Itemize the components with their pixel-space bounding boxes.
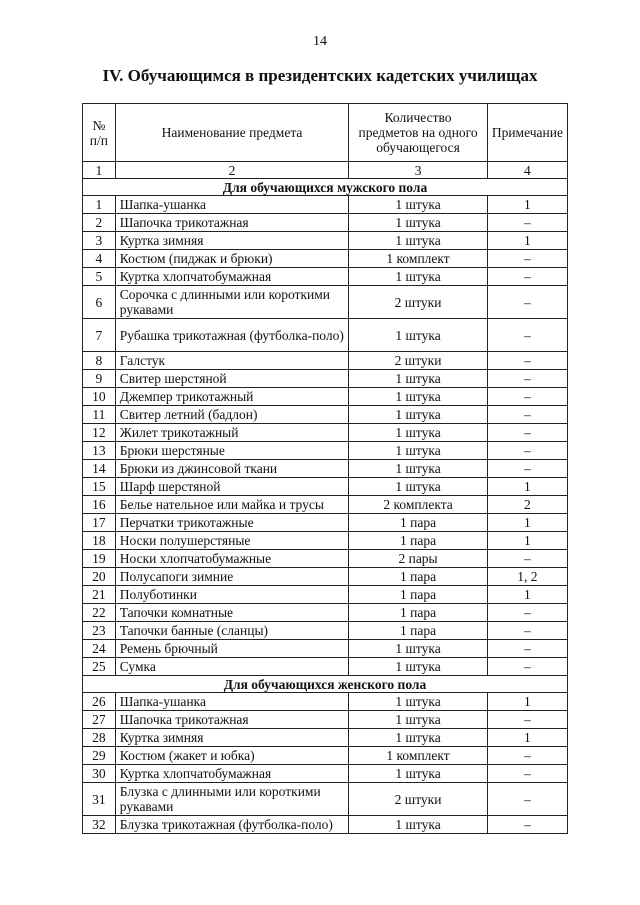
row-number: 22: [83, 604, 116, 622]
table-row: [83, 496, 568, 514]
item-quantity: 1 штука: [349, 711, 488, 729]
column-index: 1: [83, 162, 116, 179]
item-note: 1: [487, 729, 567, 747]
item-quantity: 1 комплект: [349, 250, 488, 268]
item-name: Костюм (пиджак и брюки): [115, 250, 349, 268]
table-row: [83, 532, 568, 550]
item-name: Шапка-ушанка: [115, 196, 349, 214]
header-qty: Количество предметов на одного обучающегося: [349, 104, 488, 162]
item-name: Костюм (жакет и юбка): [115, 747, 349, 765]
item-name: Полусапоги зимние: [115, 568, 349, 586]
item-note: 1: [487, 478, 567, 496]
row-number: 28: [83, 729, 116, 747]
item-name: Брюки шерстяные: [115, 442, 349, 460]
item-name: Брюки из джинсовой ткани: [115, 460, 349, 478]
item-quantity: 1 штука: [349, 268, 488, 286]
item-name: Сумка: [115, 658, 349, 676]
item-quantity: 1 пара: [349, 568, 488, 586]
table-row: [83, 816, 568, 834]
table-body: [83, 179, 568, 834]
row-number: 19: [83, 550, 116, 568]
item-quantity: 2 штуки: [349, 352, 488, 370]
row-number: 23: [83, 622, 116, 640]
item-name: Полуботинки: [115, 586, 349, 604]
table-row: [83, 232, 568, 250]
item-note: –: [487, 622, 567, 640]
item-note: –: [487, 816, 567, 834]
table-row: [83, 514, 568, 532]
item-note: –: [487, 783, 567, 816]
row-number: 30: [83, 765, 116, 783]
item-quantity: 1 штука: [349, 214, 488, 232]
item-name: Рубашка трикотажная (футболка-поло): [115, 319, 349, 352]
table-row: [83, 196, 568, 214]
header-num: № п/п: [83, 104, 116, 162]
item-note: 1, 2: [487, 568, 567, 586]
item-name: Носки хлопчатобумажные: [115, 550, 349, 568]
item-quantity: 1 штука: [349, 729, 488, 747]
table-row: [83, 250, 568, 268]
item-note: –: [487, 747, 567, 765]
item-name: Куртка зимняя: [115, 729, 349, 747]
item-quantity: 1 штука: [349, 424, 488, 442]
item-note: –: [487, 214, 567, 232]
row-number: 24: [83, 640, 116, 658]
header-note: Примечание: [487, 104, 567, 162]
row-number: 7: [83, 319, 116, 352]
row-number: 8: [83, 352, 116, 370]
column-index-row: [83, 162, 568, 179]
item-name: Свитер летний (бадлон): [115, 406, 349, 424]
table-row: [83, 747, 568, 765]
table-row: [83, 442, 568, 460]
row-number: 14: [83, 460, 116, 478]
table-row: [83, 268, 568, 286]
item-note: –: [487, 319, 567, 352]
row-number: 9: [83, 370, 116, 388]
item-quantity: 1 штука: [349, 388, 488, 406]
item-quantity: 1 пара: [349, 514, 488, 532]
item-note: –: [487, 604, 567, 622]
item-quantity: 1 штука: [349, 232, 488, 250]
group-heading: Для обучающихся женского пола: [83, 676, 568, 693]
table-row: [83, 783, 568, 816]
item-note: 1: [487, 586, 567, 604]
item-quantity: 1 штука: [349, 442, 488, 460]
item-quantity: 1 штука: [349, 478, 488, 496]
column-index: 4: [487, 162, 567, 179]
row-number: 13: [83, 442, 116, 460]
row-number: 31: [83, 783, 116, 816]
item-name: Шапка-ушанка: [115, 693, 349, 711]
section-title: IV. Обучающимся в президентских кадетских училищах: [102, 66, 538, 85]
table-row: [83, 460, 568, 478]
row-number: 29: [83, 747, 116, 765]
item-note: –: [487, 640, 567, 658]
table-row: [83, 319, 568, 352]
item-name: Жилет трикотажный: [115, 424, 349, 442]
table-row: [83, 640, 568, 658]
table-row: [83, 693, 568, 711]
item-note: –: [487, 250, 567, 268]
row-number: 26: [83, 693, 116, 711]
item-quantity: 1 штука: [349, 406, 488, 424]
row-number: 25: [83, 658, 116, 676]
row-number: 27: [83, 711, 116, 729]
column-index: 2: [115, 162, 349, 179]
row-number: 2: [83, 214, 116, 232]
row-number: 4: [83, 250, 116, 268]
table-row: [83, 424, 568, 442]
item-quantity: 1 штука: [349, 658, 488, 676]
item-quantity: 1 штука: [349, 460, 488, 478]
row-number: 11: [83, 406, 116, 424]
item-note: –: [487, 658, 567, 676]
row-number: 17: [83, 514, 116, 532]
item-name: Сорочка с длинными или короткими рукавами: [115, 286, 349, 319]
item-quantity: 1 пара: [349, 532, 488, 550]
table-row: [83, 711, 568, 729]
item-quantity: 1 штука: [349, 816, 488, 834]
item-name: Шарф шерстяной: [115, 478, 349, 496]
row-number: 21: [83, 586, 116, 604]
row-number: 3: [83, 232, 116, 250]
item-note: –: [487, 286, 567, 319]
items-table: [82, 103, 568, 834]
table-row: [83, 568, 568, 586]
item-quantity: 1 штука: [349, 640, 488, 658]
row-number: 16: [83, 496, 116, 514]
item-note: –: [487, 442, 567, 460]
table-row: [83, 550, 568, 568]
table-row: [83, 286, 568, 319]
item-name: Блузка с длинными или короткими рукавами: [115, 783, 349, 816]
row-number: 6: [83, 286, 116, 319]
item-name: Шапочка трикотажная: [115, 214, 349, 232]
item-name: Джемпер трикотажный: [115, 388, 349, 406]
item-quantity: 1 штука: [349, 693, 488, 711]
item-note: –: [487, 406, 567, 424]
item-note: –: [487, 424, 567, 442]
item-note: 1: [487, 514, 567, 532]
item-note: –: [487, 370, 567, 388]
item-quantity: 1 штука: [349, 319, 488, 352]
group-heading: Для обучающихся мужского пола: [83, 179, 568, 196]
group-heading-row: [83, 676, 568, 693]
table-row: [83, 586, 568, 604]
item-note: –: [487, 352, 567, 370]
item-note: –: [487, 765, 567, 783]
table-row: [83, 370, 568, 388]
column-index: 3: [349, 162, 488, 179]
row-number: 1: [83, 196, 116, 214]
item-quantity: 1 пара: [349, 622, 488, 640]
item-name: Тапочки банные (сланцы): [115, 622, 349, 640]
item-name: Перчатки трикотажные: [115, 514, 349, 532]
item-quantity: 2 комплекта: [349, 496, 488, 514]
item-note: 1: [487, 693, 567, 711]
row-number: 32: [83, 816, 116, 834]
item-name: Носки полушерстяные: [115, 532, 349, 550]
item-quantity: 2 штуки: [349, 783, 488, 816]
item-name: Куртка хлопчатобумажная: [115, 268, 349, 286]
table-row: [83, 352, 568, 370]
item-quantity: 1 комплект: [349, 747, 488, 765]
page-number: 14: [313, 34, 327, 49]
item-name: Куртка зимняя: [115, 232, 349, 250]
table-row: [83, 658, 568, 676]
table-row: [83, 478, 568, 496]
item-name: Тапочки комнатные: [115, 604, 349, 622]
table-row: [83, 729, 568, 747]
table-row: [83, 765, 568, 783]
item-note: 1: [487, 196, 567, 214]
item-name: Куртка хлопчатобумажная: [115, 765, 349, 783]
group-heading-row: [83, 179, 568, 196]
item-name: Свитер шерстяной: [115, 370, 349, 388]
item-quantity: 1 пара: [349, 586, 488, 604]
row-number: 20: [83, 568, 116, 586]
item-quantity: 1 штука: [349, 370, 488, 388]
item-name: Ремень брючный: [115, 640, 349, 658]
item-note: 1: [487, 232, 567, 250]
table-row: [83, 214, 568, 232]
row-number: 5: [83, 268, 116, 286]
table-row: [83, 622, 568, 640]
row-number: 15: [83, 478, 116, 496]
item-note: –: [487, 711, 567, 729]
item-note: –: [487, 268, 567, 286]
item-name: Шапочка трикотажная: [115, 711, 349, 729]
table-row: [83, 406, 568, 424]
item-note: –: [487, 388, 567, 406]
item-name: Блузка трикотажная (футболка-поло): [115, 816, 349, 834]
item-name: Белье нательное или майка и трусы: [115, 496, 349, 514]
item-note: 1: [487, 532, 567, 550]
item-note: 2: [487, 496, 567, 514]
row-number: 10: [83, 388, 116, 406]
table-row: [83, 604, 568, 622]
item-note: –: [487, 550, 567, 568]
item-quantity: 2 пары: [349, 550, 488, 568]
header-row: [83, 104, 568, 162]
item-quantity: 1 пара: [349, 604, 488, 622]
item-quantity: 1 штука: [349, 196, 488, 214]
item-name: Галстук: [115, 352, 349, 370]
item-quantity: 1 штука: [349, 765, 488, 783]
item-note: –: [487, 460, 567, 478]
table-row: [83, 388, 568, 406]
row-number: 12: [83, 424, 116, 442]
item-quantity: 2 штуки: [349, 286, 488, 319]
row-number: 18: [83, 532, 116, 550]
header-name: Наименование предмета: [115, 104, 349, 162]
